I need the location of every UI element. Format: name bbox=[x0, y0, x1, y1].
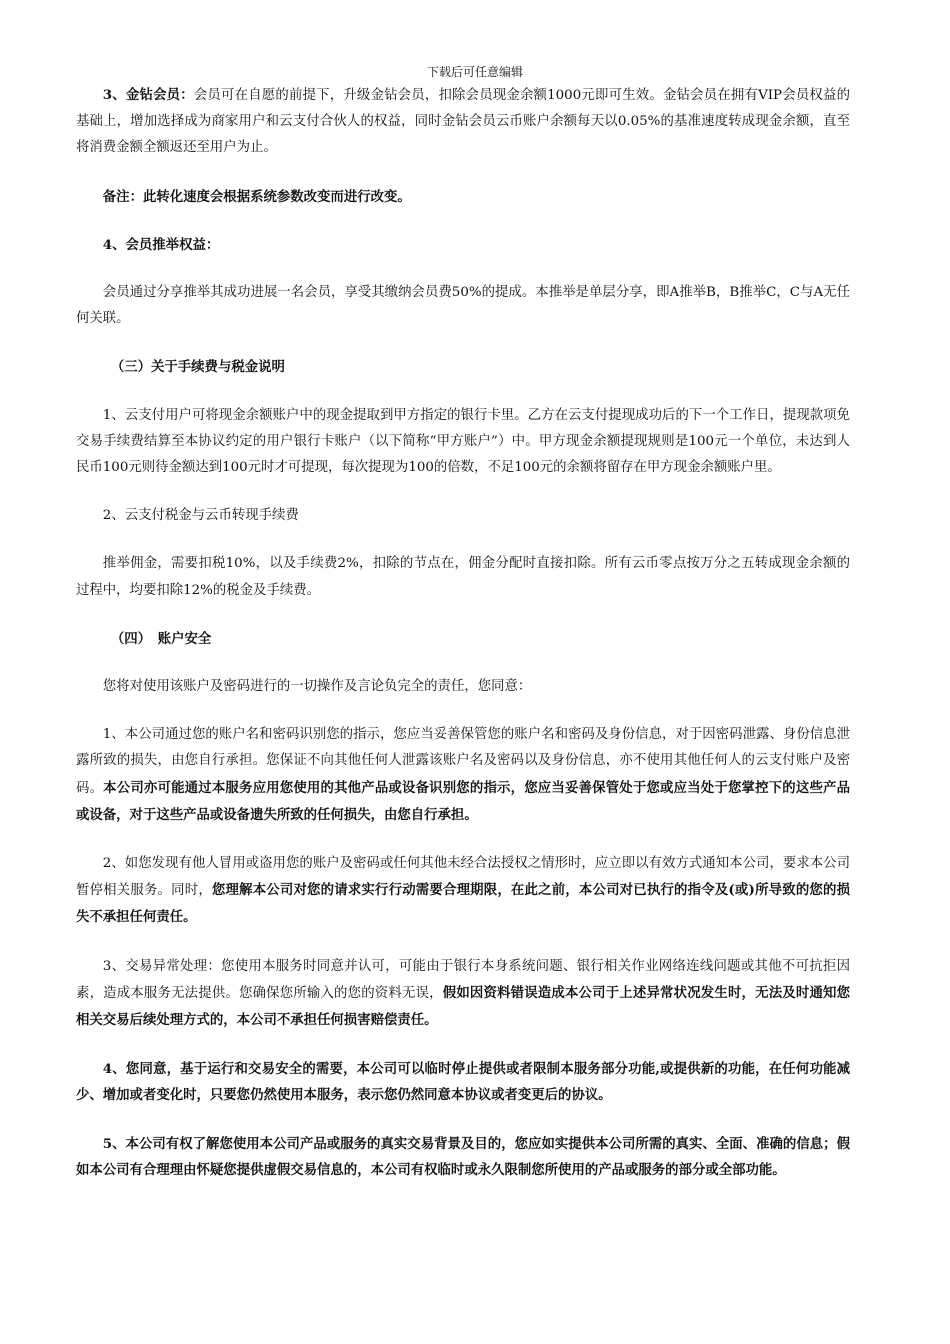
paragraph-gold-member bbox=[76, 82, 850, 162]
item-5: 5、本公司有权了解您使用本公司产品或服务的真实交易背景及目的，您应如实提供本公司所需的真实、全面、准确的信息；假如本公司有合理理由怀疑您提供虚假交易信息的，本公司有权临时或永久限制您所使用的产品或服务的部分或全部功能。 bbox=[76, 1135, 850, 1178]
item-3-text: 3、交易异常处理：您使用本服务时同意并认可，可能由于银行本身系统问题、银行相关作业网络连线问题或其他不可抗拒因素，造成本服务无法提供。您确保您所输入的您的资料无误， bbox=[76, 958, 850, 1001]
document-body bbox=[76, 82, 850, 1183]
item-3-bold-text: 假如因资料错误造成本公司于上述异常状况发生时，无法及时通知您相关交易后续处理方式的，本公司不承担任何损害赔偿责任。 bbox=[76, 984, 851, 1029]
item-4: 4、您同意，基于运行和交易安全的需要，本公司可以临时停止提供或者限制本服务部分功能,或提供新的功能，在任何功能减少、增加或者变化时，只要您仍然使用本服务，表示您仍然同意本协议或者变更后的协议。 bbox=[76, 1061, 850, 1104]
tax-title: 2、云支付税金与云币转现手续费 bbox=[102, 508, 299, 524]
item-3 bbox=[76, 954, 850, 1035]
section-4-title: （四） 账户安全 bbox=[110, 630, 212, 647]
gold-member-body: 会员可在自愿的前提下，升级金钻会员，扣除会员现金余额1000元即可生效。金钻会员在拥有VIP会员权益的基础上，增加选择成为商家用户和云支付合伙人的权益，同时金钻会员云币账户余额每天以0.05%的基准速度转成现金余额，直至将消费金额全额返还至用户为止。 bbox=[76, 88, 850, 156]
item-2 bbox=[76, 851, 850, 932]
item-1-text: 1、本公司通过您的账户名和密码识别您的指示，您应当妥善保管您的账户名和密码及身份信息，对于因密码泄露、身份信息泄露所致的损失，由您自行承担。您保证不向其他任何人泄露该账户名及密码以及身份信息，亦不使用其他任何人的云支付账户及密码。 bbox=[76, 727, 850, 796]
paragraph-withdraw: 1、云支付用户可将现金余额账户中的现金提取到甲方指定的银行卡里。乙方在云支付提现成功后的下一个工作日，提现款项免交易手续费结算至本协议约定的用户银行卡账户（以下简称“甲方账户”）中。甲方现金余额提现规则是100元一个单位，未达到人民币100元则待金额达到100元时才可提现，每次提现为100的倍数，不足100元的余额将留存在甲方现金余额账户里。 bbox=[76, 407, 850, 476]
item-1 bbox=[76, 722, 850, 829]
item-2-text: 2、如您发现有他人冒用或盗用您的账户及密码或任何其他未经合法授权之情形时，应立即以有效方式通知本公司，要求本公司暂停相关服务。同时， bbox=[76, 856, 850, 899]
page-header: 下载后可任意编辑 bbox=[426, 65, 523, 79]
gold-member-title: 3、金钻会员： bbox=[102, 87, 194, 103]
paragraph-recommend: 会员通过分享推举其成功进展一名会员，享受其缴纳会员费50%的提成。本推举是单层分享，即A推举B，B推举C，C与A无任何关联。 bbox=[76, 285, 850, 327]
paragraph-note: 备注：此转化速度会根据系统参数改变而进行改变。 bbox=[102, 188, 411, 205]
section-3-title: （三）关于手续费与税金说明 bbox=[110, 359, 285, 376]
paragraph-tax: 推举佣金，需要扣税10%，以及手续费2%，扣除的节点在，佣金分配时直接扣除。所有云币零点按万分之五转成现金余额的过程中，均要扣除12%的税金及手续费。 bbox=[76, 556, 850, 598]
recommend-title: 4、会员推举权益： bbox=[102, 236, 220, 253]
item-2-bold-text: 您理解本公司对您的请求实行行动需要合理期限，在此之前，本公司对已执行的指令及(或)所导致的您的损失不承担任何责任。 bbox=[76, 882, 851, 926]
paragraph-agree: 您将对使用该账户及密码进行的一切操作及言论负完全的责任，您同意： bbox=[102, 679, 532, 695]
item-1-bold-text: 本公司亦可能通过本服务应用您使用的其他产品或设备识别您的指示，您应当妥善保管处于您或应当处于您掌控下的这些产品或设备，对于这些产品或设备遗失所致的任何损失，由您自行承担。 bbox=[76, 779, 851, 823]
